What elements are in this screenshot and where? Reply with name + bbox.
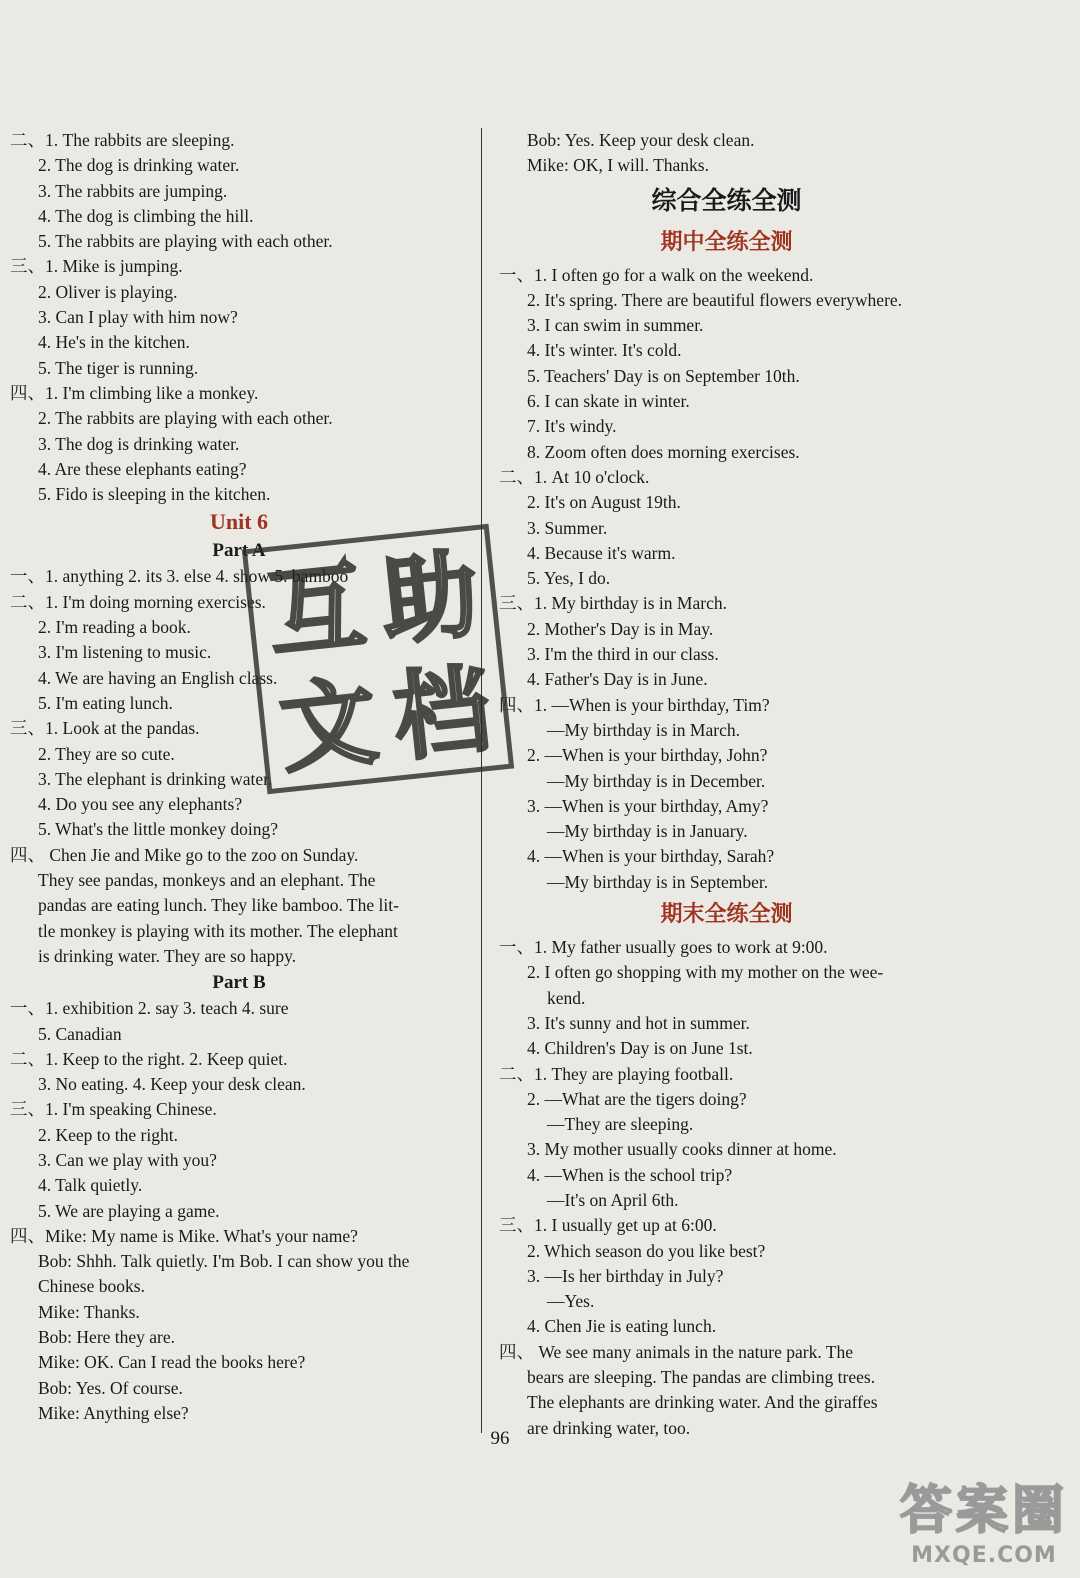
watermark-url: MXQE.COM (911, 1543, 1057, 1568)
answer-line: 3. The rabbits are jumping. (38, 180, 228, 201)
answer-line: They see pandas, monkeys and an elephant. The (38, 870, 376, 891)
answer-line: 一、1. My father usually goes to work at 9:00. (499, 937, 828, 958)
answer-line: 5. Teachers' Day is on September 10th. (527, 365, 800, 386)
answer-line: 3. Summer. (527, 517, 608, 538)
answer-line: 4. —When is your birthday, Sarah? (527, 846, 775, 867)
answer-line: —They are sleeping. (547, 1114, 694, 1135)
answer-line: 3. Can we play with you? (38, 1149, 217, 1170)
answer-line: 5. What's the little monkey doing? (38, 819, 279, 840)
answer-line: 5. We are playing a game. (38, 1200, 220, 1221)
answer-line: 2. Mother's Day is in May. (527, 618, 714, 639)
answer-line: 3. Can I play with him now? (38, 307, 238, 328)
answer-line: 4. Father's Day is in June. (527, 669, 708, 690)
answer-line: 3. I'm listening to music. (38, 642, 212, 663)
answer-line: 8. Zoom often does morning exercises. (527, 441, 800, 462)
answer-line: kend. (547, 987, 586, 1008)
answer-line: 2. They are so cute. (38, 743, 175, 764)
stamp-char: 文 (275, 664, 383, 787)
answer-line: Mike: Anything else? (38, 1402, 189, 1423)
answer-line: 三、1. My birthday is in March. (499, 593, 727, 614)
answer-line: 4. Are these elephants eating? (38, 458, 247, 479)
answer-line: 7. It's windy. (527, 416, 617, 437)
answer-line: 2. I'm reading a book. (38, 617, 191, 638)
answer-line: 2. Which season do you like best? (527, 1240, 766, 1261)
answer-line: The elephants are drinking water. And the giraffes (527, 1392, 878, 1413)
answer-line: —My birthday is in March. (547, 719, 740, 740)
answer-line: 5. The tiger is running. (38, 357, 199, 378)
answer-line: 3. It's sunny and hot in summer. (527, 1012, 750, 1033)
answer-line: 4. He's in the kitchen. (38, 332, 190, 353)
answer-line: 2. Oliver is playing. (38, 281, 178, 302)
answer-line: Bob: Yes. Keep your desk clean. (527, 130, 755, 150)
answer-line: 二、1. They are playing football. (499, 1063, 734, 1084)
answer-line: is drinking water. They are so happy. (38, 945, 297, 966)
answer-line: 3. I can swim in summer. (527, 315, 704, 336)
answer-line: 二、1. At 10 o'clock. (499, 466, 650, 487)
answer-line: 4. We are having an English class. (38, 667, 278, 688)
answer-line: 5. I'm eating lunch. (38, 692, 173, 713)
answer-line: 三、1. I'm speaking Chinese. (10, 1099, 217, 1120)
answer-line: 四、 We see many animals in the nature park. The (499, 1341, 853, 1362)
answer-line: —Yes. (547, 1291, 595, 1312)
answer-line: 四、Mike: My name is Mike. What's your name? (10, 1225, 358, 1246)
answer-line: —My birthday is in December. (547, 770, 766, 791)
answer-line: —My birthday is in September. (547, 871, 769, 892)
section-heading: 综合全练全测 (651, 185, 802, 215)
section-heading: 期中全练全测 (660, 229, 793, 255)
answer-line: Bob: Here they are. (38, 1327, 176, 1348)
answer-line: 三、1. Look at the pandas. (10, 718, 200, 739)
answer-line: Bob: Shhh. Talk quietly. I'm Bob. I can show you the (38, 1251, 410, 1272)
answer-line: 一、1. exhibition 2. say 3. teach 4. sure (10, 998, 289, 1019)
answer-line: 一、1. anything 2. its 3. else 4. show 5. bamboo (10, 566, 349, 587)
answer-line: 二、1. I'm doing morning exercises. (10, 591, 266, 612)
right-column (499, 128, 954, 1441)
answer-line: 4. It's winter. It's cold. (527, 340, 682, 361)
answer-line: 四、1. I'm climbing like a monkey. (10, 382, 259, 403)
answer-line: 5. Canadian (38, 1023, 122, 1044)
answer-line: 四、1. —When is your birthday, Tim? (499, 694, 770, 715)
answer-line: 2. It's on August 19th. (527, 492, 681, 513)
answer-line: 4. Do you see any elephants? (38, 794, 243, 815)
section-heading: Part A (212, 540, 266, 562)
answer-line: 三、1. I usually get up at 6:00. (499, 1215, 717, 1236)
answer-line: Bob: Yes. Of course. (38, 1377, 183, 1398)
column-divider (481, 128, 482, 1433)
answer-line: Mike: OK, I will. Thanks. (527, 155, 709, 176)
answer-line: 一、1. I often go for a walk on the weekend. (499, 264, 814, 285)
answer-line: 2. It's spring. There are beautiful flowers everywhere. (527, 289, 903, 310)
answer-line: 2. The rabbits are playing with each other. (38, 408, 333, 429)
section-heading: Part B (212, 972, 266, 994)
section-heading: 期末全练全测 (660, 902, 793, 928)
answer-line: 3. My mother usually cooks dinner at home. (527, 1139, 837, 1160)
answer-line: 4. The dog is climbing the hill. (38, 205, 254, 226)
answer-line: 3. The elephant is drinking water. (38, 768, 273, 789)
answer-line: 3. The dog is drinking water. (38, 433, 240, 454)
stamp-watermark (242, 524, 514, 795)
answer-line: 4. —When is the school trip? (527, 1164, 733, 1185)
stamp-char: 助 (376, 537, 484, 659)
answer-line: 2. —What are the tigers doing? (527, 1088, 747, 1109)
answer-line: Mike: OK. Can I read the books here? (38, 1352, 306, 1373)
answer-line: —It's on April 6th. (547, 1189, 679, 1210)
site-watermark (900, 1468, 1068, 1568)
answer-line: 5. Fido is sleeping in the kitchen. (38, 484, 271, 505)
answer-line: Mike: Thanks. (38, 1301, 140, 1322)
answer-line: 2. —When is your birthday, John? (527, 745, 768, 766)
watermark-logo-text: 答案圈 (899, 1481, 1068, 1541)
answer-line: —My birthday is in January. (547, 821, 748, 842)
answer-line: 四、 Chen Jie and Mike go to the zoo on Sunday. (10, 844, 359, 865)
answer-line: 6. I can skate in winter. (527, 391, 690, 412)
answer-line: 5. Yes, I do. (527, 568, 611, 589)
answer-line: tle monkey is playing with its mother. The elephant (38, 920, 398, 941)
answer-line: 4. Talk quietly. (38, 1175, 143, 1196)
answer-line: 3. I'm the third in our class. (527, 644, 719, 665)
answer-line: 3. —When is your birthday, Amy? (527, 795, 769, 816)
stamp-char: 档 (388, 652, 496, 775)
answer-line: 4. Because it's warm. (527, 542, 676, 563)
answer-line: 2. Keep to the right. (38, 1124, 178, 1145)
answer-line: 4. Children's Day is on June 1st. (527, 1038, 753, 1059)
answer-line: 三、1. Mike is jumping. (10, 256, 183, 277)
answer-line: Chinese books. (38, 1276, 145, 1297)
answer-line: 3. No eating. 4. Keep your desk clean. (38, 1074, 306, 1095)
answer-line: bears are sleeping. The pandas are climbing trees. (527, 1367, 876, 1388)
answer-line: 3. —Is her birthday in July? (527, 1265, 724, 1286)
answer-line: 二、1. Keep to the right. 2. Keep quiet. (10, 1048, 288, 1069)
page-number: 96 (490, 1428, 510, 1449)
answer-line: 5. The rabbits are playing with each other. (38, 231, 333, 252)
answer-line: 2. I often go shopping with my mother on the wee- (527, 962, 884, 983)
answer-line: 4. Chen Jie is eating lunch. (527, 1316, 717, 1337)
answer-line: 二、1. The rabbits are sleeping. (10, 130, 235, 150)
answer-line: 2. The dog is drinking water. (38, 155, 240, 176)
answer-line: pandas are eating lunch. They like bamboo. The lit- (38, 895, 399, 916)
section-heading: Unit 6 (209, 509, 269, 535)
stamp-char: 互 (262, 549, 371, 671)
answer-line: are drinking water, too. (527, 1417, 691, 1438)
